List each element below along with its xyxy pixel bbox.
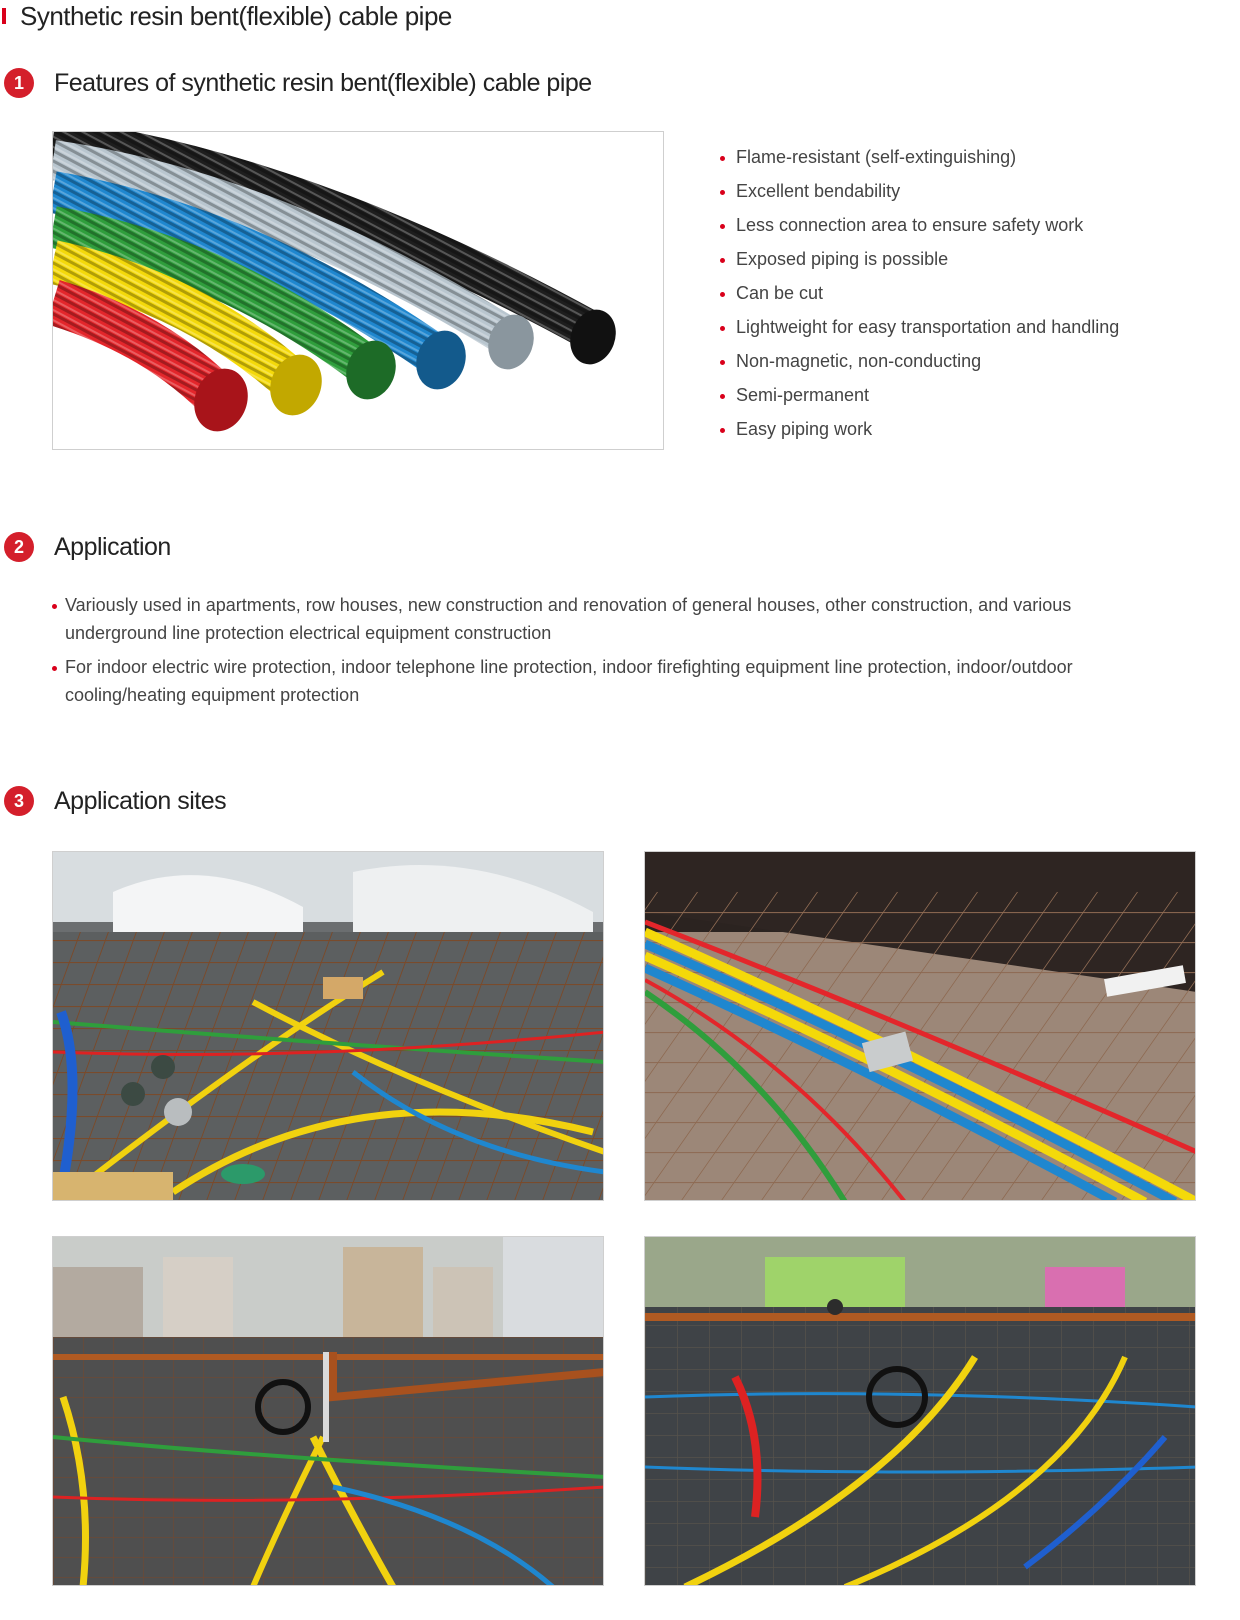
feature-item: Less connection area to ensure safety work [720,208,1119,242]
features-list [720,140,1119,446]
section-number-badge: 2 [4,532,34,562]
product-image-pipes [52,131,664,450]
section-title: Features of synthetic resin bent(flexible) cable pipe [54,68,592,97]
site-photo-1 [52,851,604,1201]
section-application-heading [4,532,171,562]
section-number-badge: 3 [4,786,34,816]
section-features-heading [4,68,592,98]
section-title: Application sites [54,786,227,815]
feature-item: Semi-permanent [720,378,1119,412]
feature-item: Excellent bendability [720,174,1119,208]
site-photo-2 [644,851,1196,1201]
applications-list [52,591,1172,715]
site-photo-3 [52,1236,604,1586]
title-accent-bar [2,8,6,24]
feature-item: Easy piping work [720,412,1119,446]
application-item: For indoor electric wire protection, indoor telephone line protection, indoor firefighting equipment line protection, indoor/outdoor cooling/heating equipment protection [52,653,1172,709]
section-sites-heading [4,786,226,816]
feature-item: Can be cut [720,276,1119,310]
feature-item: Exposed piping is possible [720,242,1119,276]
feature-item: Lightweight for easy transportation and handling [720,310,1119,344]
feature-item: Flame-resistant (self-extinguishing) [720,140,1119,174]
section-title: Application [54,532,171,561]
flexible-pipes-illustration [53,132,664,450]
section-number-badge: 1 [4,68,34,98]
page-title [0,0,452,32]
application-item: Variously used in apartments, row houses, new construction and renovation of general houses, other construction, and various underground line protection electrical equipment construction [52,591,1172,647]
site-photo-4 [644,1236,1196,1586]
page-title-text: Synthetic resin bent(flexible) cable pipe [20,0,452,31]
feature-item: Non-magnetic, non-conducting [720,344,1119,378]
